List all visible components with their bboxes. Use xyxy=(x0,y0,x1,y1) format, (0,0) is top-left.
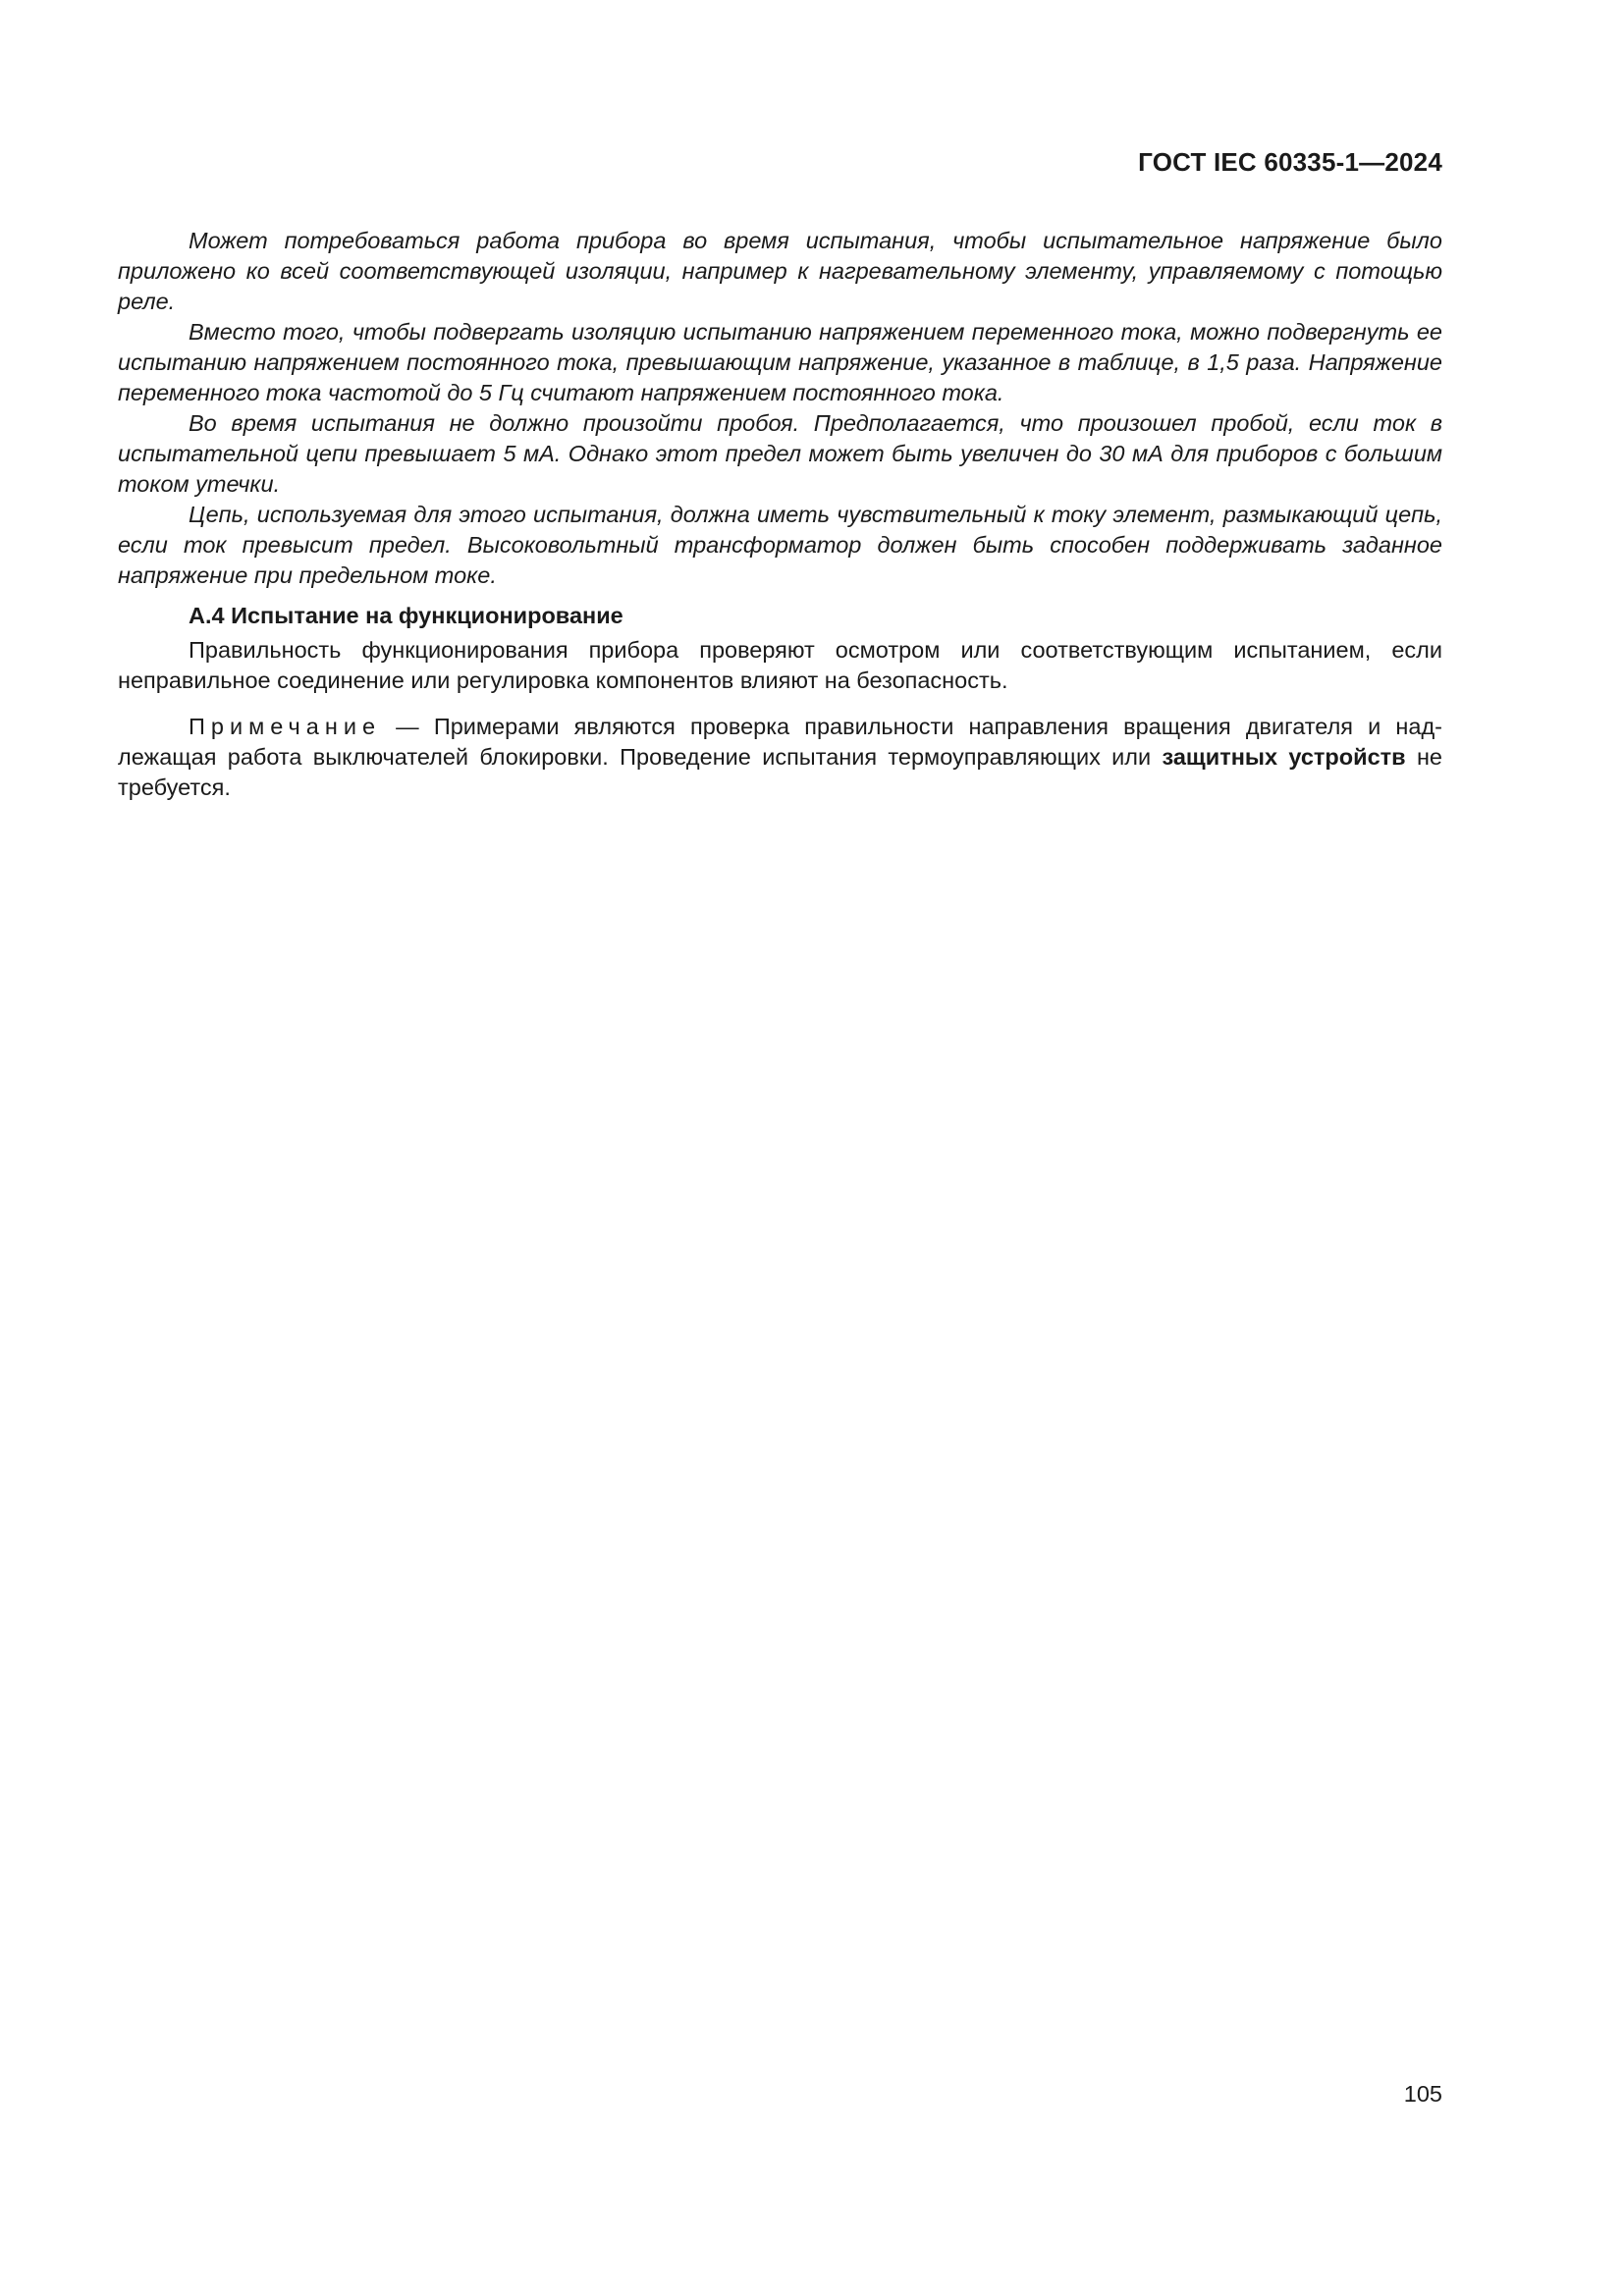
paragraph-test-operation: Может потребоваться работа прибора во время испытания, чтобы испытательное напряжение было приложено ко всей соответствующей изоляции, например к нагревательному элементу, управляемому с поmощью реле. xyxy=(118,228,1442,314)
section-heading: А.4 Испытание на функционирование xyxy=(189,603,623,628)
note-label: Примечание xyxy=(189,714,382,739)
note-dash: — xyxy=(381,714,434,739)
paragraph-dc-test: Вместо того, чтобы подвергать изоляцию испытанию напряжением переменного тока, можно подвергнуть ее испытанию напряжением постоянного тока, превышающим напряжение, указанное в таблице, в 1,5 раза. Напряжение переменного тока частотой до 5 Гц считают напряжением постоянного тока. xyxy=(118,319,1442,405)
paragraph-breakdown: Во время испытания не должно произойти пробоя. Предполагается, что произошел пробой, если ток в испытательной цепи превышает 5 мА. Однако этот предел может быть увеличен до 30 мА для приборов с большим током утечки. xyxy=(118,410,1442,497)
standard-designation: ГОСТ IEC 60335-1—2024 xyxy=(1138,147,1442,177)
note-text: Примерами являются проверка правильности направления вращения двигателя и надлежащая работа выключателей блокировки. Проведение испытания термоуправляющих или xyxy=(118,714,1442,770)
page-number: 105 xyxy=(1403,2081,1442,2107)
note-block xyxy=(118,712,1442,803)
paragraph-test-circuit: Цепь, используемая для этого испытания, должна иметь чувствительный к току элемент, размыкающий цепь, если ток превысит предел. Высоковольтный трансформатор должен быть способен поддерживать заданное напряжение при предельном токе. xyxy=(118,502,1442,588)
section-paragraph: Правильность функционирования прибора проверяют осмотром или соответствующим испытанием, если неправильное соединение или регулировка компонентов влияют на безопасность. xyxy=(118,637,1442,693)
note-text-end: не требуется. xyxy=(118,744,1442,800)
note-bold-term: защитных устройств xyxy=(1162,744,1406,770)
page-content xyxy=(118,226,1442,803)
